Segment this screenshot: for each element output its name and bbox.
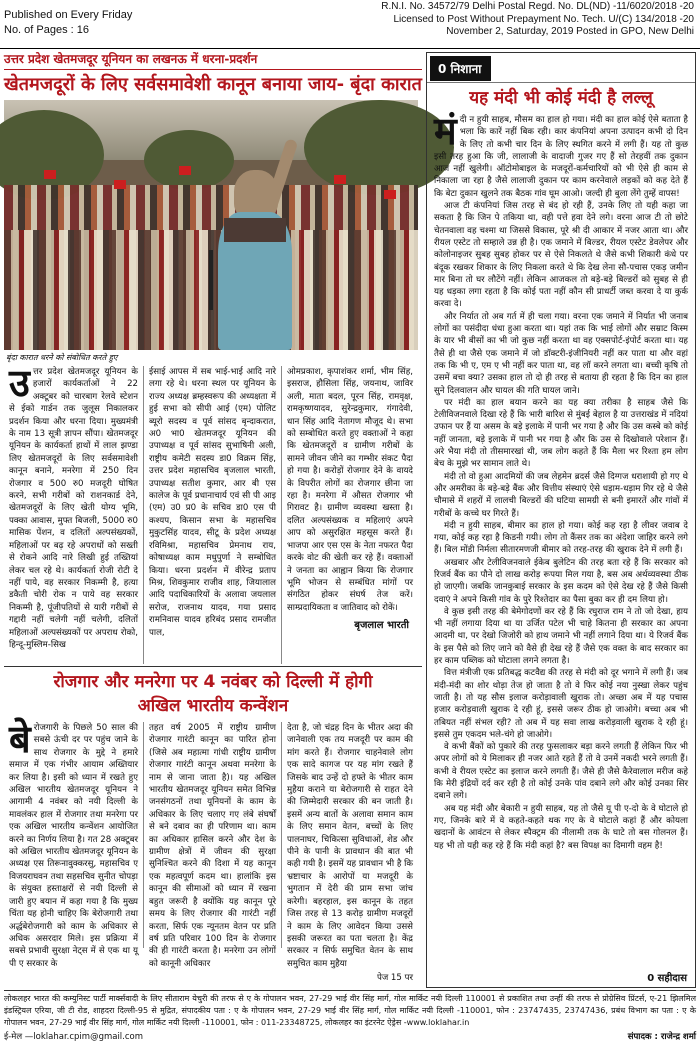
- column-paragraph: अब यह मंदी और बेकारी न हुयी साहब, यह तो जैसे यू पी ए-दो के वे घोटाले हो गए, जिनके बारे में वे कहते-कहते थक गए के वे घोटाले कहां हैं और कोयला खदानों के आवंटन से लेकर स्पैक्ट्रम की नीलामी तक के घाटे तो बस गोलनल हैं। यह भी तो यही कह रहे हैं कि मंदी कहां है? बस विपक्ष का दिमागी वहम है!: [434, 803, 688, 851]
- column-paragraph: वे कभी बैंकों को पुकारे की तरह फुसलाकर बड़ा करने लगती हैं लेकिन फिर भी अपर लोगों को ये मिलाकर ही नजर आते रहते हैं तो वे उनमें नकदी भरने लगती हैं। कभी वे रीयल एस्टेट का इलाज करने लगती हैं। जैसे ही जैसे कैरेवालाल मरीज कहे कि मेरी इंद्रियों दर्द कर रही है तो कोई उनके पांव दबाने लगे और कोई उनका सिर दबाने लगे।: [434, 742, 688, 802]
- masthead-left: [4, 8, 132, 38]
- second-dropcap: बे: [9, 717, 31, 761]
- left-column: [4, 52, 422, 988]
- lead-headline: खेतमजदूरों के लिए सर्वसमावेशी कानून बनाया जाय- बृंदा कारात: [4, 74, 422, 95]
- red-flag: [384, 190, 396, 199]
- second-col1-text: रोजगारी के पिछले 50 साल की सबसे ऊंची दर पर पहुंच जाने के साथ रोजगार के मुद्दे ने हमारे समाज में एक गंभीर आयाम अख्तियार कर लिया है। इसी को ध्यान में रखते हुए अखिल भारतीय खेतमजदूर यूनियन ने आगामी 4 नवंबर को नयी दिल्ली के मावलंकर हाल में रोजगार तथा मनरेगा पर एक अखिल भारतीय कन्वेंशन आयोजित करने का निर्णय लिया है। गत 28 अक्टूबर को अखिल भारतीय खेतमजदूर यूनियन के अध्यक्ष एस तिरूनावुक्करसु, महासचिव ए विजयराघवन तथा सहसचिव सुनीत चोपड़ा के संयुक्त हस्ताक्षरों से नयी दिल्ली से जारी हुए बयान में कहा गया है कि मुख्य चिंता यह होनी चाहिए कि बेरोजगारी तथा अर्द्धबेरोजगारी को काम के अधिकार से अधिक असरदार मिले। इस प्रक्रिया में सबसे प्रभावी सुरक्षा नेट्स में से एक था यू पी ए सरकार के: [9, 723, 138, 969]
- column-dropcap: मं: [434, 109, 457, 153]
- column-paragraph: वित्त मंत्रीजी एक प्रतिबद्ध कटवैद्य की तरह से मंदी को दूर भगाने में लगी हैं। जब मंदी-मंदी का शोर थोड़ा तेज हो जाता है तो वे फिर कोई नया नुस्खा लेकर पहुंच जाती है। तो यह सौस इलाज करोड़ावाली खुराक तो। अच्छा अब में यह पचास हजार करोड़वाली खुराक दे रही हूं, इससे जरूर ठीक हो जाओगे। बच्चा अब भी तबियत नहीं संभल रही? तो अब में यह सवा लाख करोड़वाली खुराक दे रही हूं। इससे तुम एकदम भले-चंगे हो जाओगे।: [434, 668, 688, 740]
- column-title: यह मंदी भी कोई मंदी है लल्लू: [469, 88, 653, 108]
- second-col2-text: तहत वर्ष 2005 में राष्ट्रीय ग्रामीण रोजगार गारंटी कानून का पारित होना (जिसे अब महात्मा गांधी राष्ट्रीय ग्रामीण रोजगार गारंटी कानून अथवा मनरेगा के नाम से जाना जाता है)। यह अखिल भारतीय खेतमजदूर यूनियन समेत विभिन्न जनसंगठनों तथा यूनियनों के काम के अधिकार के लिए चलाए गए लंबे संघर्षों से बने दबाव का ही परिणाम था। काम का अधिकार हासिल करने और देश के ग्रामीण क्षेत्रों में जीवन की सुरक्षा सुनिश्चित करने की दिशा में यह कानून एक महत्वपूर्ण कदम था। हालांकि इस कानून की सीमाओं को ध्यान में रखना बहुत जरूरी है क्योंकि यह कानून पूरे समय के लिए रोजगार की गारंटी नहीं करता, सिर्फ एक न्यूनतम वेतन पर प्रति वर्ष प्रति परिवार 100 दिन के रोजगार की ही गारंटी करता है। मनरेगा उन लोगों को कानूनी अधिकार: [149, 723, 276, 969]
- lead-article-body: [4, 361, 422, 664]
- second-article-col-1: [4, 717, 143, 969]
- lead-col2-text: ईसाई आपस में सब भाई-भाई आदि नारे लगा रहे थे। धरना स्थल पर यूनियन के राज्य अध्यक्ष ब्रम्हस्वरूप की अध्यक्षता में हुई सभा को सीपी आई (एम) पोलिट ब्यूरो सदस्य व पूर्व सांसद बृन्दाकरात, अ0 भा0 खेतमजदूर यूनियन की उपाध्यक्ष व पूर्व सांसद सुभाषिनी अली, राष्ट्रीय कमेटी सदस्य डा0 विक्रम सिंह, उत्तर प्रदेश महासचिव बृजलाल भारती, उपाध्यक्ष सतीश कुमार, आर बी एस कालेज के पूर्व प्रधानाचार्य एवं सी पी आइ (एम) उ0 प्र0 के सचिव डा0 एस पी कश्यप, किसान सभा के महासचिव मुकुटसिंह यादव, सीटू के प्रदेश अध्यक्ष रविमिश्रा, महासचिव प्रेमनाथ राय, कोषाध्यक्ष काम मधुपुर्णा ने सम्बोधित किया। धरना प्रदर्शन में वीरेन्द्र प्रताप मिश्र, शिवकुमार राजीव शाह, जियालाल आदि पदाधिकारियों के अलावा जयलाल सरोज, राजनाथ यादव, गया प्रसाद रामनिवास यादव हरिबंद प्रसाद रामजीत पाल,: [149, 367, 276, 638]
- speaker-shawl: [224, 218, 286, 242]
- red-flag: [114, 180, 126, 189]
- second-headline-line-1: रोजगार और मनरेगा पर 4 नवंबर को दिल्ली में होगी: [53, 672, 373, 692]
- section-rule: [4, 666, 422, 667]
- masthead-right: [381, 1, 694, 39]
- lead-dropcap: उ: [9, 361, 30, 405]
- column-paragraph: मंदी न हुयी साहब, बीमार का हाल हो गया। कोई कह रहा है लीवर जवाब दे गया, कोई कह रहा है किडनी गयी। लोग तो कैंसर तक का अंदेशा जाहिर करने लगे हैं। बिल मोंडी निर्मला सीतारमणजी बीमार को तरह-तरह की खुराक देने में लगी हैं।: [434, 520, 688, 556]
- microphone-stand: [209, 250, 213, 310]
- second-article-col-3: [281, 722, 418, 984]
- postal-license: Licensed to Post Without Prepayment No. Tech. U/(C) 134/2018 -20: [393, 13, 694, 25]
- right-column-satire: [426, 52, 696, 988]
- imprint-text: लोकलहर भारत की कम्युनिस्ट पार्टी मार्क्सवादी के लिए सीताराम येचुरी की तरफ से ए के गोपालन भवन, 27-29 भाई वीर सिंह मार्ग, गोल मार्किट नयी दिल्ली 110001 से प्रकाशित तथा उन्हीं की तरफ से प्रोग्रेसिव प्रिंटर्स, ए-21 झिलमिल इंडस्ट्रियल एरिया, जी टी रोड, शाहदरा दिल्ली-95 से मुद्रित, संपादकीय पता : ए के गोपालन भवन, 27-29 भाई वीर सिंह मार्ग, गोल मार्किट नयी दिल्ली -110001, फोन : 23747435, 23747436, प्रबंध विभाग का पता : ए के गोपालन भवन, 27-29 भाई वीर सिंह मार्ग, गोल मार्किट नयी दिल्ली -110001, फोन : 011-23348725, लोकलहर का इंटरनेट ऐड्रेस -www.loklahar.in: [4, 994, 696, 1028]
- lead-col3-text: ओमप्रकाश, कृपाशंकर शर्मा, भीम सिंह, इसराज, हौसिला सिंह, जयनाथ, जाविर अली, माता बदल, पूरन सिंह, रामवृक्ष, रामकृष्णयादव, सुरेन्द्रकुमार, गंगादेवी, धान सिंह आदि नेतागण मौजूद थे। सभा को सम्बोधित करते हुए वक्ताओं ने कहा कि खेतमजदूरों व ग्रामीण गरीबों के सामने जीवन जीने का गम्भीर संकट पैदा हो गया है। करोड़ों रोजगार देने के वायदे के विपरीत लोगों का रोजगार छीना जा रहा है। मनरेगा में औसत रोजगार भी गिरावट है। ग्रामीण व्यवस्था खस्ता है। दलित अल्पसंख्यक व महिलाएं अपने आप को असुरक्षित महसूस करते हैं। भाजपा आर एस एस के नेता नफरत पैदा करके वोट की खेती कर रहे हैं। वक्ताओं ने जनता का आह्वान किया कि रोजगार भूमि भोजन से सम्बंधित मांगों पर संगठित होकर संघर्ष तेज करें। साम्प्रदायिकता व जातिवाद को रोकें।: [287, 367, 413, 613]
- column-paragraph: वे कुछ इसी तरह की बेमेगोदणों कर रहे हैं कि रघुराज राम ने तो जो देखा, हाय भी नहीं लगाया दिया था या उर्जित पटेल भी चाहे कितना ही सरकार का अपना आदमी था, पर देखो जिजोरी को हाथ जमाने भी नहीं लगाने दिया था। ये रिजर्व बैंक के इस पैसे को लिए जाने को वैसे ही देख रहे हैं जैसे एक वक्त के बाद सरकार का हर काम पब्लिक को घोटाला लगने लगता है।: [434, 606, 688, 667]
- lead-article-col-3: [281, 366, 418, 664]
- second-headline-line-2: अखिल भारतीय कन्वेंशन: [137, 696, 289, 716]
- column-paragraph: [434, 109, 688, 200]
- photo-caption: बृंदा कारात धरने को संबोधित करते हुए: [6, 353, 118, 362]
- rally-photo: [4, 100, 418, 350]
- publication-frequency: Published on Every Friday: [4, 9, 133, 21]
- red-flag: [334, 175, 346, 184]
- column-paragraph: और निर्यात तो अब गर्त में ही चला गया। वरना एक जमाने में निर्यात भी जनाब लोगों का पसंदीदा धंधा हुआ करता था। यहां तक कि भाई लोगों और सम्राट किस्म के यार भी बीसों का भी जो कुछ नहीं करता था वह एक्सपोर्ट-इंपोर्ट करता था। यह तैसे ही था जैसे एक जमाने में जो डॉक्टरी-इंजीनियरी नहीं कर पाता था और वहां तक कि भी ए, एम ए भी नहीं कर पाता था, वह लॉ करने लगता था। बच्ची कृषि तो उसमें बचा क्या? उसका हाल तो दो ही तरह से बताया ही रहता है कि दिन का हाल सुने दिलवालन और घायल की गति घायल जाने।: [434, 311, 688, 396]
- lead-article-col-2: [143, 366, 281, 664]
- red-flag: [179, 166, 191, 175]
- lead-col1-text: त्तर प्रदेश खेतमजदूर यूनियन के हजारों कार्यकर्ताओं ने 22 अक्टूबर को चारबाग रेलवे स्टेशन से ईको गार्डन तक जुलूस निकालकर प्रदर्शन किया और धरना दिया। मुख्यमंत्री के नाम 13 सूत्री ज्ञापन सौंपा। खेतमजदूर यूनियन के कार्यकर्ता हाथों में लाल झण्डा लिए खेतमजदूरों के लिए सर्वसमावेशी कानून बनाने, मनरेगा में 250 दिन रोजगार व 500 रु0 मजदूरी घोषित करने, सभी गरीबों को राशनकार्ड देने, खेतमजदूरों के लिए खेती योग्य भूमि, पक्का आवास, मुफ्त बिजली, 5000 रु0 मासिक पेंशन, व दलितों अल्पसंख्यकों, महिलाओं पर बढ़ रहे अपराधों को सख्ती से रोकने आदि नारे लिखी हुई तख्तियां लेकर चल रहे थे। कार्यकर्ता रोजी रोटी दे नहीं पाये, वह सरकार निकम्मी है, हत्या डकैती चोरी रोक न पाये वह सरकार निकम्मी है, पूंजीपतियों से यारी गरीबों से गद्दारी नहीं चलेगी नहीं चलेगी, दलितों महिलाओं अल्पसंख्यकों पर अपराध रोको, हिन्दू-मुस्लिम-सिख: [9, 367, 138, 650]
- red-flag: [44, 170, 56, 179]
- registration-number: R.N.I. No. 34572/79 Delhi Postal Regd. No. DL(ND) -11/6020/2018 -20: [381, 1, 694, 12]
- lead-kicker: उत्तर प्रदेश खेतमजदूर यूनियन का लखनऊ में धरना-प्रदर्शन: [4, 52, 258, 66]
- lead-article-col-1: [4, 361, 143, 664]
- column-p1: दी न हुयी साहब, मौसम का हाल हो गया। मंदी का हाल कोई ऐसे बताता है भला कि कारें नहीं बिक रही। कार कंपनियां अपना उत्पादन कभी दो दिन के लिए तो कभी चार दिन के लिए स्थगित करने में लगी हैं। यह तो कुछ इसी तरह हुआ कि जी, लालाजी के वादाजी गुजर गए हैं सो तेरहवीं तक दुकान आज नहीं खुलेगी। ऑटोमोबाइल के मजदूरों-कर्मचारियों को भी ऐसे ही काम से निकाला जा रहा है जैसे लालाजी दुकान पर काम करनेवाले लड़कों को कह देते हैं कि बेटा दुकान खुलने तक बैठक गांव घूम आओ। जल्दी ही बुला लेंगे तुम्हें वापस!: [434, 115, 688, 199]
- second-col3-text: देता है, जो चंद्रह दिन के भीतर अदा की जानेवाली एक तय मजदूरी पर काम की मांग करते हैं। रोजगार चाहनेवाले लोग एक सादे कागज पर यह मांग रखते हैं जिसके बाद उन्हें दो हफ्ते के भीतर काम मुहैया कराने या बेरोजगारी से राहत देने की जिम्मेदारी सरकार की बन जाती है। इसमें अन्य बातों के अलावा समान काम के लिए समान वेतन, बच्चों के लिए पालनाघर, चिकित्सा सुविधाओं, शेड और पीने के पानी के प्रावधान की बात भी कही गयी है। इसमें यह प्रावधान भी है कि भ्रष्टाचार के आरोपों या मजदूरी के भुगतान में देरी की प्राम सभा जांच करेगी। बहरहाल, इस कानून के तहत जिस तरह से 13 करोड़ ग्रामीण मजदूरों ने काम के लिए आवेदन किया उससे इसकी जरूरत का पता चलता है। केंद्र सरकार न सिर्फ समुचित वेतन के साथ समुचित काम मुहैया: [287, 723, 413, 969]
- speaker-head: [234, 170, 278, 218]
- imprint-footer: [4, 990, 696, 1043]
- second-article-body: [4, 717, 422, 984]
- column-badge-row: [427, 53, 695, 83]
- masthead-rule: [0, 48, 700, 49]
- imprint-lastline: [4, 1031, 696, 1043]
- issue-date: November 2, Saturday, 2019 Posted in GPO, New Delhi: [446, 26, 694, 37]
- column-badge: 0 निशाना: [430, 56, 491, 81]
- column-paragraph: अखबार और टेलीविजनवाले ईकेब बुलेटिन की तरह बता रहे हैं कि सरकार को रिजर्व बैंक का पौने दो लाख करोड़ रूपया मिल गया है, बस अब अर्थव्यवस्था ठीक हो जाएगी। जबकि जानकुबाई सरकार के इस कदम को ऐसे देख रहे हैं जैसे किसी दवाएं ने अपने किसी गांव के पुरे रिश्तेदार का पैसा बुका कर ही दम लिया हो।: [434, 557, 688, 605]
- column-body: [427, 109, 695, 950]
- editor-credit: संपादक : राजेन्द्र शर्मा: [627, 1031, 696, 1042]
- column-author: 0 सहीदास: [647, 973, 687, 984]
- second-article-col-2: [143, 722, 281, 969]
- column-paragraph: पर मंदी का हाल बयान करने का यह क्या तरीका है साहब जैसे कि टेलीविजनवाले दिखा रहे हैं कि भारी बारिश से मुंबई बेहाल है या उत्तराखंड में नदियां उफान पर हैं या असम के बड़े इलाके में पानी भर गया है और कि उस कस्बे को कोई नहीं जानता, बड़े इलाके में पानी भर गया है और कि उस से दिखोवाले परेशान हैं। अरे भैया मंदी तो तीसमारखां थी, जब लोग कहते हैं कि मैला भर रिश्ता हम लोग बेच के मुझे भर सामान लाते थे।: [434, 397, 688, 470]
- column-paragraph: आज टी कंपनियां जिस तरह से बंद हो रही हैं, उनके लिए तो यही कहा जा सकता है कि जिन पे तकिया था, वही पत्ते हवा देने लगे। वरना आज टी तो छोटे चेतनवाला वह चश्मा था जिससे विकास, पूरे श्री दी आकार में नजर आता था। और रीयल एस्टेट तो सम्हाले उन्न ही है। एक जमाने में बिल्डर, रीयल एस्टेट डेवलेपर और कोलोनाइजर सुबह सुबह होकर पर से ऐसे निकलते थे जैसे कभी शिकारी कंधे पर बंदूक रखकर शिकार के लिए निकला करते थे कि देख लेना सौ-पचास एकड़ जमीन मार बिना तो घर लौटेंगे नहीं। लेकिन आजकल तो बड़े-बड़े बिल्डरों को सुबह से ही यह धड़का लगा रहता है कि कोई पता नहीं कौन सी प्राधर्टी जब्त करवा दे या कुर्क करवा दे।: [434, 201, 688, 310]
- contact-email: ई-मेल —loklahar.cpim@gmail.com: [4, 1031, 144, 1042]
- column-paragraph: मंदी तो वो हुआ आदमियों की जब लेहमेन ब्रदर्स जैसे दिग्गज धराशायी हो गए थे और अमरीका के बड़े-बड़े बैंक और वित्तीय संस्थाएं ऐसे धड़ाम-धड़ाम गिर रहे थे जैसे चौमासे में शहरों में लालची बिल्डरों की घटिया सामग्री से बनी इमारतें और गांवों में गरीबों के कच्चे घर गिरते हैं।: [434, 471, 688, 519]
- continued-on-page: पेज 15 पर: [376, 973, 413, 984]
- page-count: No. of Pages : 16: [4, 24, 89, 36]
- lead-byline: बृजलाल भारती: [354, 620, 409, 632]
- kicker-rule: [4, 69, 422, 70]
- photo-tree: [144, 130, 234, 190]
